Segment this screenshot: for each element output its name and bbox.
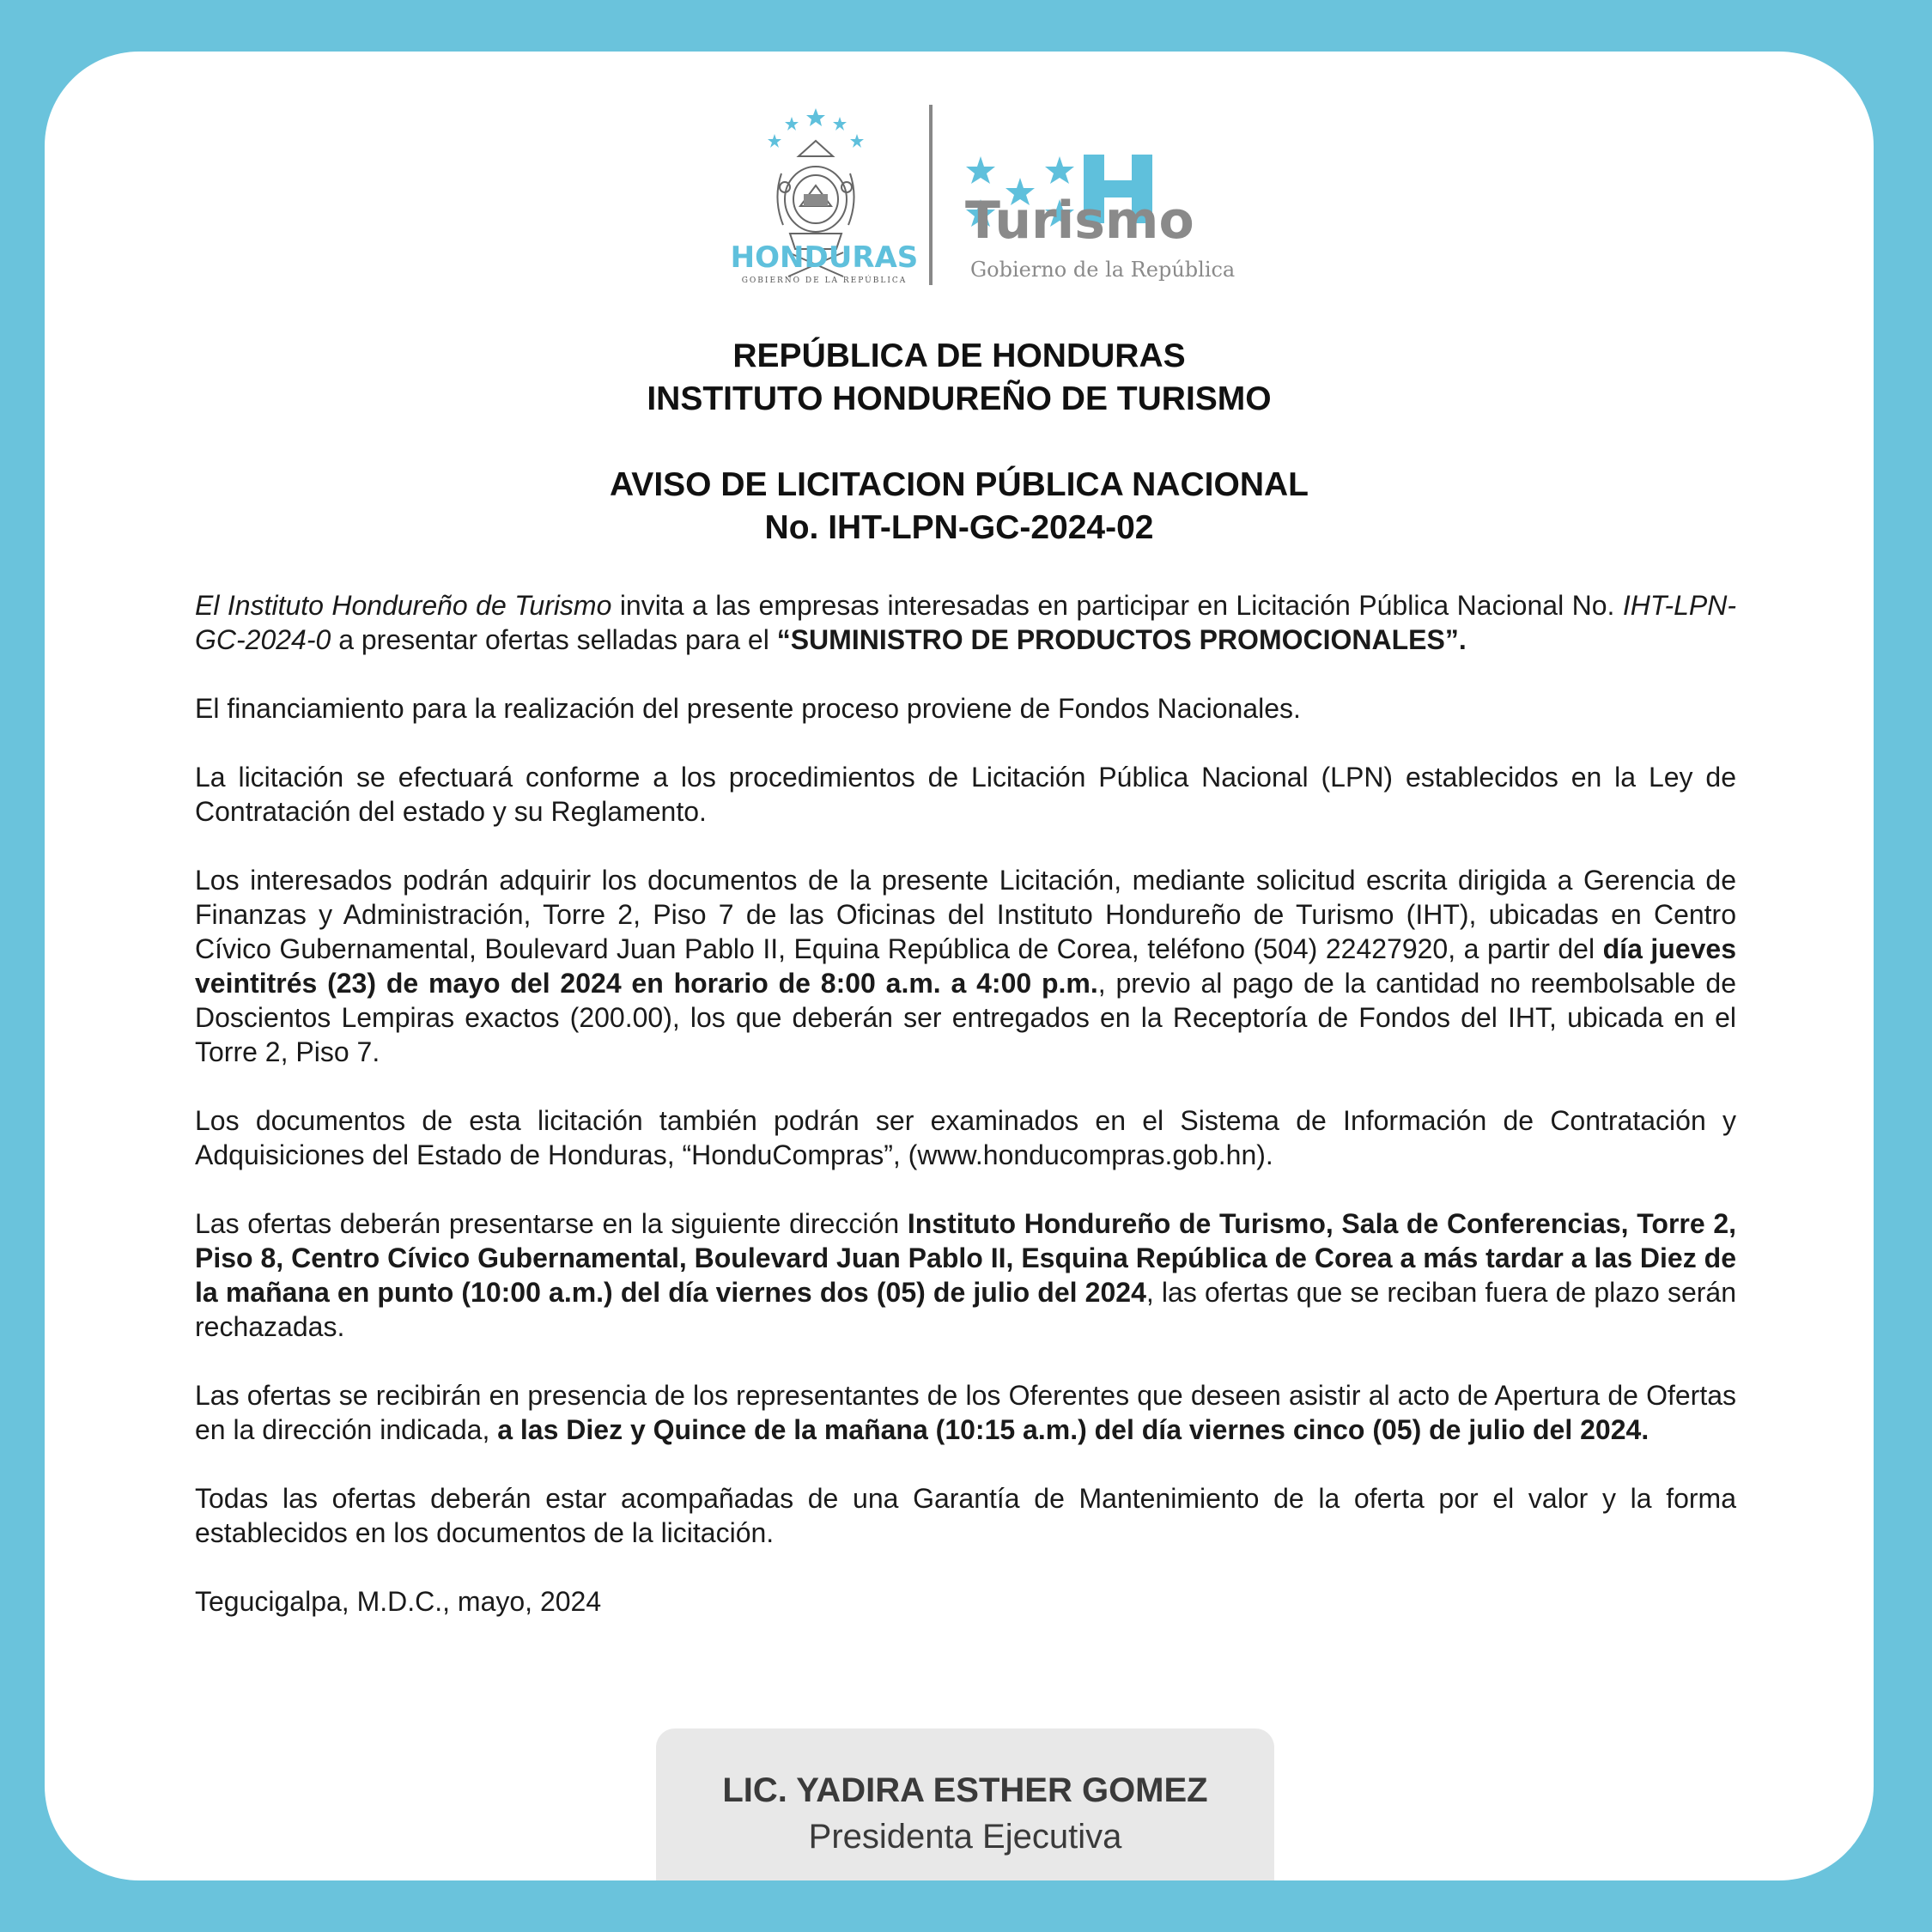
- logo-divider: [929, 105, 933, 285]
- paragraph-text: Las ofertas se recibirán en presencia de los representantes de los Oferentes que deseen asistir al acto de Apertura de Ofertas en la dirección indicada,: [195, 1380, 1736, 1445]
- paragraph-financing: El financiamiento para la realización del presente proceso proviene de Fondos Nacionales.: [195, 693, 1301, 724]
- paragraph-guarantee: Todas las ofertas deberán estar acompañadas de una Garantía de Mantenimiento de la oferta por el valor y la forma establecidos en los documentos de la licitación.: [195, 1483, 1736, 1548]
- institute-name-italic: El Instituto Hondureño de Turismo: [195, 590, 612, 621]
- schedule-bold: día jueves veintitrés (23) de mayo del 2024 en horario de 8:00 a.m. a 4:00 p.m.: [195, 933, 1737, 999]
- institution-heading: [45, 335, 1874, 421]
- heading-institute: INSTITUTO HONDUREÑO DE TURISMO: [647, 380, 1272, 417]
- opening-time-bold: a las Diez y Quince de la mañana (10:15 a.m.) del día viernes cinco (05) de julio del 2024.: [497, 1414, 1649, 1445]
- paragraph-text: , las ofertas que se reciban fuera de plazo serán rechazadas.: [195, 1277, 1737, 1342]
- heading-republic: REPÚBLICA DE HONDURAS: [732, 337, 1186, 374]
- paragraph-text: Las ofertas deberán presentarse en la siguiente dirección: [195, 1208, 908, 1239]
- place-date: Tegucigalpa, M.D.C., mayo, 2024: [195, 1586, 602, 1617]
- signatory-name: LIC. YADIRA ESTHER GOMEZ: [722, 1771, 1208, 1809]
- honduras-wordmark: HONDURAS: [730, 240, 919, 275]
- honduras-subtitle: GOBIERNO DE LA REPÚBLICA: [741, 276, 908, 285]
- paragraph-text: , previo al pago de la cantidad no reembolsable de Doscientos Lempiras exactos (200.00), los que deberán ser entregados en la Receptoría de Fondos del IHT, ubicada en el Torre 2, Piso 7.: [195, 968, 1737, 1067]
- paragraph-documents: [195, 863, 1736, 1069]
- signature-box: [656, 1728, 1274, 1880]
- tender-code-italic: IHT-LPN-GC-2024-0: [195, 590, 1737, 655]
- turismo-wordmark: Turismo: [965, 191, 1194, 251]
- paragraph-opening: [195, 1378, 1736, 1447]
- paragraph-submission: [195, 1206, 1736, 1344]
- paragraph-text: a presentar ofertas selladas para el: [331, 624, 777, 655]
- heading-tender-number: No. IHT-LPN-GC-2024-02: [764, 509, 1154, 546]
- notice-card: [45, 52, 1874, 1880]
- heading-notice-title: AVISO DE LICITACION PÚBLICA NACIONAL: [610, 466, 1309, 503]
- paragraph-honducompras: Los documentos de esta licitación también podrán ser examinados en el Sistema de Información de Contratación y Adquisiciones del Estado de Honduras, “HonduCompras”, (www.honducompras.gob.hn).: [195, 1105, 1736, 1170]
- paragraph-text: Los interesados podrán adquirir los documentos de la presente Licitación, mediante solicitud escrita dirigida a Gerencia de Finanzas y Administración, Torre 2, Piso 7 de las Oficinas del Instituto Hondureño de Turismo (IHT), ubicadas en Centro Cívico Gubernamental, Boulevard Juan Pablo II, Equina República de Corea, teléfono (504) 22427920, a partir del: [195, 865, 1736, 964]
- paragraph-text: invita a las empresas interesadas en participar en Licitación Pública Nacional No.: [611, 590, 1623, 621]
- turismo-subtitle: Gobierno de la República: [970, 258, 1236, 282]
- paragraph-procedure: La licitación se efectuará conforme a los procedimientos de Licitación Pública Nacional (LPN) establecidos en la Ley de Contratación del estado y su Reglamento.: [195, 762, 1736, 827]
- submission-address-bold: Instituto Hondureño de Turismo, Sala de Conferencias, Torre 2, Piso 8, Centro Cívico Gubernamental, Boulevard Juan Pablo II, Esquina República de Corea a más tardar a las Diez de la mañana en punto (10:00 a.m.) del día viernes dos (05) de julio del 2024: [195, 1208, 1737, 1308]
- notice-heading: [45, 464, 1874, 550]
- paragraph-invitation: [195, 588, 1736, 657]
- tender-subject-bold: “SUMINISTRO DE PRODUCTOS PROMOCIONALES”.: [776, 624, 1467, 655]
- signatory-title: Presidenta Ejecutiva: [808, 1818, 1122, 1856]
- logo-header: [45, 52, 1874, 309]
- notice-body: [195, 588, 1736, 1619]
